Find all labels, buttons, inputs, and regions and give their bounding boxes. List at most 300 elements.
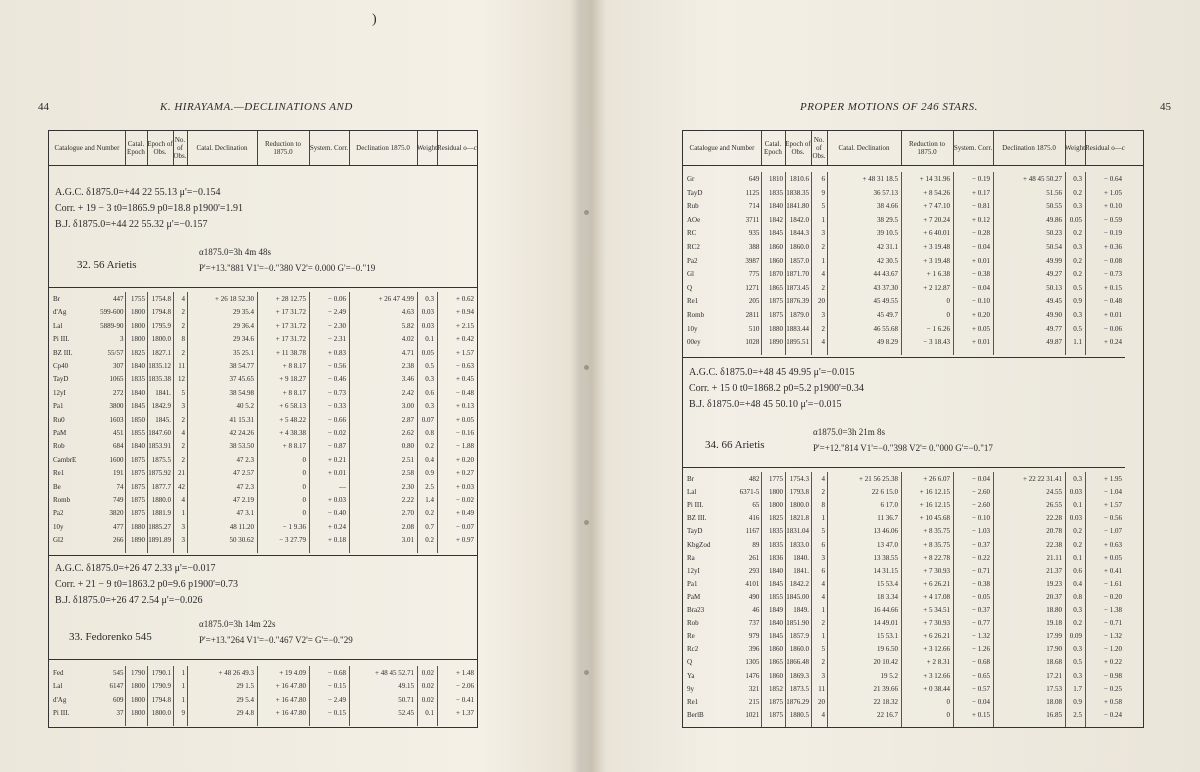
table-cell: − 0.63	[456, 362, 474, 370]
table-cell: + 0.83	[328, 348, 346, 357]
table-cell: 1021	[745, 710, 760, 719]
table-cell: 2.42	[401, 388, 414, 397]
agc-line: A.G.C. δ1875.0=+44 22 55.13 μ'=−0.154	[55, 187, 221, 198]
table-cell: + 0.03	[456, 482, 474, 491]
table-cell: 22 16.7	[877, 710, 898, 719]
table-cell: 42 24.26	[229, 429, 254, 437]
table-cell: 1800	[769, 501, 783, 510]
table-cell: 2.5	[1073, 710, 1082, 719]
table-cell: 1881.9	[151, 509, 171, 518]
table-cell: 4	[181, 496, 185, 504]
table-cell: 89	[752, 540, 760, 549]
table-cell: 272	[112, 388, 124, 397]
table-cell: + 0.49	[456, 509, 474, 518]
table-row	[683, 567, 1125, 580]
table-cell: 1835	[769, 188, 783, 197]
table-cell: 49.87	[1046, 338, 1062, 347]
table-cell: 1875.92	[148, 469, 171, 478]
table-cell: 29 5.4	[236, 695, 254, 704]
table-row	[683, 216, 1125, 230]
table-cell: 649	[748, 175, 760, 183]
table-cell: 2.62	[401, 429, 414, 437]
column-header: Declination 1875.0	[349, 131, 418, 165]
table-cell: 482	[748, 475, 760, 483]
table-cell: 22.38	[1046, 540, 1062, 549]
table-row	[49, 349, 477, 362]
table-cell: 5	[821, 527, 825, 536]
table-cell: 47 2.19	[233, 496, 254, 504]
table-cell: 1754.8	[151, 295, 171, 303]
table-cell: 1835	[131, 375, 145, 384]
column-header: Reduction to 1875.0	[901, 131, 954, 165]
table-cell: 38 54.98	[229, 388, 254, 397]
column-header: System. Corr.	[309, 131, 350, 165]
table-cell: + 1.57	[1104, 501, 1122, 510]
table-cell: + 26 47 4.99	[378, 295, 414, 303]
table-cell: 35 25.1	[233, 348, 254, 357]
table-row	[49, 456, 477, 469]
table-row	[49, 523, 477, 536]
table-cell: − 0.56	[1104, 514, 1122, 523]
section-rule	[683, 357, 1125, 358]
table-cell: 0.3	[1073, 606, 1082, 614]
table-cell: 1167	[745, 527, 760, 536]
table-cell: 0.2	[1073, 188, 1082, 197]
table-cell: 0	[302, 455, 306, 464]
table-cell: Re1	[687, 297, 699, 306]
table-cell: 0.3	[1073, 475, 1082, 483]
table-cell: 1845.00	[786, 592, 809, 601]
table-cell: − 0.73	[328, 388, 346, 397]
table-cell: + 6 26.21	[923, 632, 950, 641]
column-header: Residual o—c	[1085, 144, 1125, 152]
table-cell: 42	[178, 482, 185, 491]
table-cell: 1880.5	[789, 710, 809, 719]
table-cell: 1873.45	[786, 283, 809, 292]
table-cell: 0.9	[1073, 697, 1082, 706]
table-cell: + 6 58.13	[279, 402, 306, 411]
table-cell: 18.08	[1046, 697, 1062, 706]
table-cell: − 1.61	[1104, 579, 1122, 588]
table-cell: + 7 30.93	[923, 566, 950, 575]
table-cell: 1895.51	[786, 338, 809, 347]
table-cell: 0.1	[1073, 501, 1082, 510]
column-header: Weight	[417, 131, 438, 165]
table-cell: 451	[112, 429, 124, 437]
table-cell: 45 49.7	[877, 311, 898, 319]
table-cell: 1875	[769, 697, 783, 706]
table-cell: 1840	[131, 388, 145, 397]
table-cell: 1800	[131, 682, 145, 691]
table-cell: − 0.20	[1104, 592, 1122, 601]
table-cell: 1800	[131, 335, 145, 344]
table-row	[683, 325, 1125, 339]
table-cell: 50.71	[398, 695, 414, 704]
table-row	[683, 175, 1125, 189]
table-cell: 0.03	[1069, 488, 1082, 497]
table-cell: 2.58	[401, 469, 414, 478]
table-cell: + 22 22 31.41	[1023, 475, 1062, 483]
table-cell: − 0.41	[456, 695, 474, 704]
table-cell: 1860	[769, 671, 783, 680]
table-row	[683, 243, 1125, 257]
table-cell: 50.13	[1046, 283, 1062, 292]
table-cell: 0.03	[421, 308, 434, 317]
table-cell: + 10 45.68	[919, 514, 950, 523]
table-cell: 1775	[769, 475, 783, 483]
table-cell: + 0.05	[972, 324, 990, 333]
table-cell: + 48 45 52.71	[375, 669, 414, 677]
table-cell: 5	[821, 202, 825, 211]
table-cell: 1840	[131, 442, 145, 451]
table-cell: 1	[181, 682, 185, 691]
table-cell: 215	[748, 697, 760, 706]
table-cell: RC	[687, 229, 697, 238]
table-row	[683, 645, 1125, 658]
table-cell: 6147	[109, 682, 124, 691]
binding-hole	[584, 520, 589, 525]
table-row	[683, 685, 1125, 698]
table-row	[49, 483, 477, 496]
table-cell: Lal	[53, 682, 63, 691]
table-cell: 1800.0	[151, 335, 171, 344]
table-cell: 18 3.34	[877, 592, 898, 601]
table-cell: 29 35.4	[233, 308, 254, 317]
table-cell: + 0.63	[1104, 540, 1122, 549]
table-cell: 0.3	[425, 402, 434, 411]
table-cell: 1800	[131, 695, 145, 704]
table-cell: 3	[821, 553, 825, 562]
table-cell: + 5 34.51	[923, 606, 950, 614]
table-cell: 17.99	[1046, 632, 1062, 641]
table-cell: 2	[181, 321, 185, 330]
table-cell: 1879.0	[789, 311, 809, 319]
section-rule	[683, 467, 1125, 468]
table-cell: + 0.42	[456, 335, 474, 344]
table-cell: + 48 45 50.27	[1023, 175, 1062, 183]
table-cell: − 1.38	[1104, 606, 1122, 614]
table-cell: − 0.05	[972, 592, 990, 601]
column-header: Catal. Epoch	[125, 131, 148, 165]
table-cell: 16 44.66	[873, 606, 898, 614]
table-cell: AOe	[687, 215, 701, 224]
table-cell: d'Ag	[53, 695, 67, 704]
table-cell: 1790.1	[151, 669, 171, 677]
table-cell: 65	[752, 501, 760, 510]
table-cell: 2	[181, 442, 185, 451]
table-cell: 0.02	[421, 669, 434, 677]
table-cell: 1875	[769, 311, 783, 319]
table-cell: 0.8	[425, 429, 434, 437]
table-cell: 11	[818, 684, 825, 693]
table-cell: 2	[181, 455, 185, 464]
table-cell: 737	[748, 619, 760, 628]
table-cell: − 1.03	[972, 527, 990, 536]
table-cell: 1810	[769, 175, 783, 183]
table-cell: − 0.04	[972, 697, 990, 706]
table-cell: 6	[821, 175, 825, 183]
table-cell: 1865	[769, 658, 783, 667]
table-cell: 45 49.55	[873, 297, 898, 306]
table-cell: PaM	[687, 592, 701, 601]
table-cell: 0.9	[1073, 297, 1082, 306]
table-row	[683, 711, 1125, 724]
table-cell: 4101	[745, 579, 760, 588]
table-row	[683, 606, 1125, 619]
section-rule	[49, 659, 477, 660]
table-cell: + 7 30.93	[923, 619, 950, 628]
table-cell: 38 4.66	[877, 202, 898, 211]
table-cell: 46	[752, 606, 760, 614]
table-cell: 1835.38	[148, 375, 171, 384]
table-cell: 1	[821, 514, 825, 523]
table-cell: − 0.40	[328, 509, 346, 518]
table-cell: + 0.27	[456, 469, 474, 478]
page-number: 45	[1160, 101, 1171, 113]
table-cell: 4.63	[401, 308, 414, 317]
declination-table	[682, 130, 1144, 728]
table-cell: + 0.13	[456, 402, 474, 411]
table-cell: 1841.	[793, 566, 809, 575]
table-cell: 0.2	[1073, 540, 1082, 549]
table-cell: + 8 8.17	[282, 442, 306, 451]
table-cell: 0.05	[1069, 215, 1082, 224]
table-cell: 0.3	[1073, 243, 1082, 251]
table-cell: + 1.48	[456, 669, 474, 677]
table-cell: 1876.39	[786, 297, 809, 306]
table-cell: Ru0	[53, 415, 65, 424]
table-cell: 1825	[131, 348, 145, 357]
table-cell: + 0.15	[972, 710, 990, 719]
star-title: 32. 56 Arietis	[77, 259, 137, 271]
table-cell: 1869.3	[789, 671, 809, 680]
table-cell: 1842.0	[789, 215, 809, 224]
table-cell: 4	[181, 295, 185, 303]
table-cell: 1794.8	[151, 695, 171, 704]
table-cell: − 0.71	[972, 566, 990, 575]
table-cell: 1855	[769, 592, 783, 601]
table-cell: − 0.71	[1104, 619, 1122, 628]
table-cell: 4	[821, 592, 825, 601]
table-cell: Cp40	[53, 362, 69, 370]
table-cell: 3.00	[401, 402, 414, 411]
table-cell: 49.99	[1046, 256, 1062, 265]
table-cell: 1825	[769, 514, 783, 523]
table-cell: 40 5.2	[236, 402, 254, 411]
table-cell: + 2 12.87	[923, 283, 950, 292]
table-cell: − 2.06	[456, 682, 474, 691]
table-cell: 21 39.66	[873, 684, 898, 693]
table-cell: 0	[946, 311, 950, 319]
table-cell: 1845	[769, 632, 783, 641]
table-cell: + 0.94	[456, 308, 474, 317]
column-header: Residual o—c	[437, 144, 477, 152]
table-cell: Lal	[687, 488, 697, 497]
table-cell: 42 30.5	[877, 256, 898, 265]
table-row	[49, 536, 477, 549]
table-cell: 20.78	[1046, 527, 1062, 536]
table-cell: + 48 26 49.3	[218, 669, 254, 677]
table-cell: − 0.65	[972, 671, 990, 680]
table-cell: 1	[821, 215, 825, 224]
table-cell: 510	[748, 324, 760, 333]
table-cell: 1755	[131, 295, 145, 303]
table-cell: − 0.57	[972, 684, 990, 693]
table-cell: + 3 12.66	[923, 645, 950, 654]
table-cell: − 1 9.36	[282, 522, 306, 531]
table-cell: 14 31.15	[873, 566, 898, 575]
table-cell: 1875	[131, 469, 145, 478]
table-cell: 2.70	[401, 509, 414, 518]
table-row	[683, 554, 1125, 567]
table-cell: − 0.77	[972, 619, 990, 628]
binding-hole	[584, 670, 589, 675]
table-cell: + 0.45	[456, 375, 474, 384]
right-page	[600, 0, 1200, 772]
table-cell: 0.2	[1073, 229, 1082, 238]
table-cell: 1800.0	[151, 709, 171, 718]
table-cell: + 0.97	[456, 536, 474, 545]
table-cell: 6371-5	[739, 488, 760, 497]
table-cell: 0	[302, 469, 306, 478]
table-cell: 0.2	[1073, 527, 1082, 536]
table-cell: 1790	[131, 669, 145, 677]
table-cell: 5	[181, 388, 185, 397]
column-header: Weight	[1065, 131, 1086, 165]
table-cell: Rub	[687, 202, 699, 211]
table-cell: 15 53.1	[877, 632, 898, 641]
table-cell: 17.53	[1046, 684, 1062, 693]
table-cell: 0	[302, 482, 306, 491]
table-cell: + 8 22.78	[923, 553, 950, 562]
table-cell: 1841.80	[786, 202, 809, 211]
table-cell: CambrE	[53, 455, 77, 464]
table-cell: Fed	[53, 669, 64, 677]
table-cell: 1800	[131, 709, 145, 718]
table-cell: − 0.15	[328, 682, 346, 691]
table-cell: Q	[687, 283, 693, 292]
table-cell: 935	[748, 229, 760, 238]
table-cell: 0.3	[1073, 202, 1082, 211]
table-cell: 26.55	[1046, 501, 1062, 510]
table-cell: 16.85	[1046, 710, 1062, 719]
table-cell: 3820	[109, 509, 124, 518]
table-cell: TayD	[687, 188, 703, 197]
table-cell: 266	[112, 536, 124, 545]
table-cell: + 28 12.75	[275, 295, 306, 303]
table-cell: + 0.17	[972, 188, 990, 197]
table-cell: − 0.66	[328, 415, 346, 424]
table-row	[683, 311, 1125, 325]
table-row	[49, 308, 477, 321]
table-cell: − 2.60	[972, 488, 990, 497]
table-cell: − 0.38	[972, 579, 990, 588]
table-cell: − 0.04	[972, 283, 990, 292]
table-cell: − 0.07	[456, 522, 474, 531]
table-cell: − 1.04	[1104, 488, 1122, 497]
table-cell: 1891.89	[148, 536, 171, 545]
table-row	[683, 527, 1125, 540]
table-cell: + 0.01	[972, 338, 990, 347]
table-cell: 18.68	[1046, 658, 1062, 667]
table-cell: Ra	[687, 553, 695, 562]
table-cell: 1841.	[155, 388, 171, 397]
table-cell: + 1.05	[1104, 188, 1122, 197]
table-cell: + 0.62	[456, 295, 474, 303]
table-cell: 1271	[745, 283, 760, 292]
table-cell: KbgZod	[687, 540, 711, 549]
table-cell: 49.90	[1046, 311, 1062, 319]
table-cell: + 0.41	[1104, 566, 1122, 575]
table-cell: 4	[181, 429, 185, 437]
table-cell: 0.3	[1073, 175, 1082, 183]
table-cell: Bra23	[687, 606, 705, 614]
table-cell: TayD	[687, 527, 703, 536]
table-cell: 684	[112, 442, 124, 451]
star-ra: α1875.0=3h 14m 22s	[199, 619, 276, 629]
table-cell: 1870	[769, 270, 783, 279]
table-row	[683, 284, 1125, 298]
table-cell: 3	[821, 311, 825, 319]
table-cell: 4.02	[401, 335, 414, 344]
table-cell: 37 45.65	[229, 375, 254, 384]
table-row	[683, 501, 1125, 514]
table-cell: + 5 48.22	[279, 415, 306, 424]
table-cell: 1880.0	[151, 496, 171, 504]
table-row	[49, 682, 477, 695]
column-header: No. of Obs.	[173, 131, 188, 165]
star-ra: α1875.0=3h 21m 8s	[813, 427, 886, 437]
table-cell: 1847.60	[148, 429, 171, 437]
table-cell: + 6 26.21	[923, 579, 950, 588]
table-cell: Ya	[687, 671, 695, 680]
table-cell: − 0.02	[456, 496, 474, 504]
table-cell: 1845	[131, 402, 145, 411]
table-cell: 1835.12	[148, 362, 171, 370]
table-cell: − 3 27.79	[279, 536, 306, 545]
table-cell: 1845	[769, 229, 783, 238]
table-cell: 29 36.4	[233, 321, 254, 330]
table-cell: 5.82	[401, 321, 414, 330]
table-row	[49, 509, 477, 522]
table-cell: 15 53.4	[877, 579, 898, 588]
table-cell: 2	[821, 658, 825, 667]
table-cell: Pi III.	[687, 501, 704, 510]
table-cell: Pa2	[687, 256, 698, 265]
table-cell: 0.3	[1073, 671, 1082, 680]
table-cell: 1603	[109, 415, 124, 424]
table-row	[683, 257, 1125, 271]
running-head: K. HIRAYAMA.—DECLINATIONS AND	[160, 101, 353, 113]
table-cell: 46 55.68	[873, 324, 898, 333]
table-cell: 2811	[745, 311, 760, 319]
table-cell: 21	[178, 469, 185, 478]
table-cell: − 0.56	[328, 362, 346, 370]
table-cell: 50.23	[1046, 229, 1062, 238]
table-cell: —	[339, 482, 346, 491]
table-cell: 1873.5	[789, 684, 809, 693]
table-cell: − 0.37	[972, 540, 990, 549]
table-cell: Romb	[687, 311, 705, 319]
table-cell: 979	[748, 632, 760, 641]
table-cell: 307	[112, 362, 124, 370]
table-cell: − 0.06	[328, 295, 346, 303]
table-cell: + 16 47.80	[275, 682, 306, 691]
table-cell: 43 37.30	[873, 283, 898, 292]
column-header: Catal. Declination	[827, 131, 902, 165]
table-cell: 0.3	[425, 295, 434, 303]
table-cell: 00ey	[687, 338, 701, 347]
